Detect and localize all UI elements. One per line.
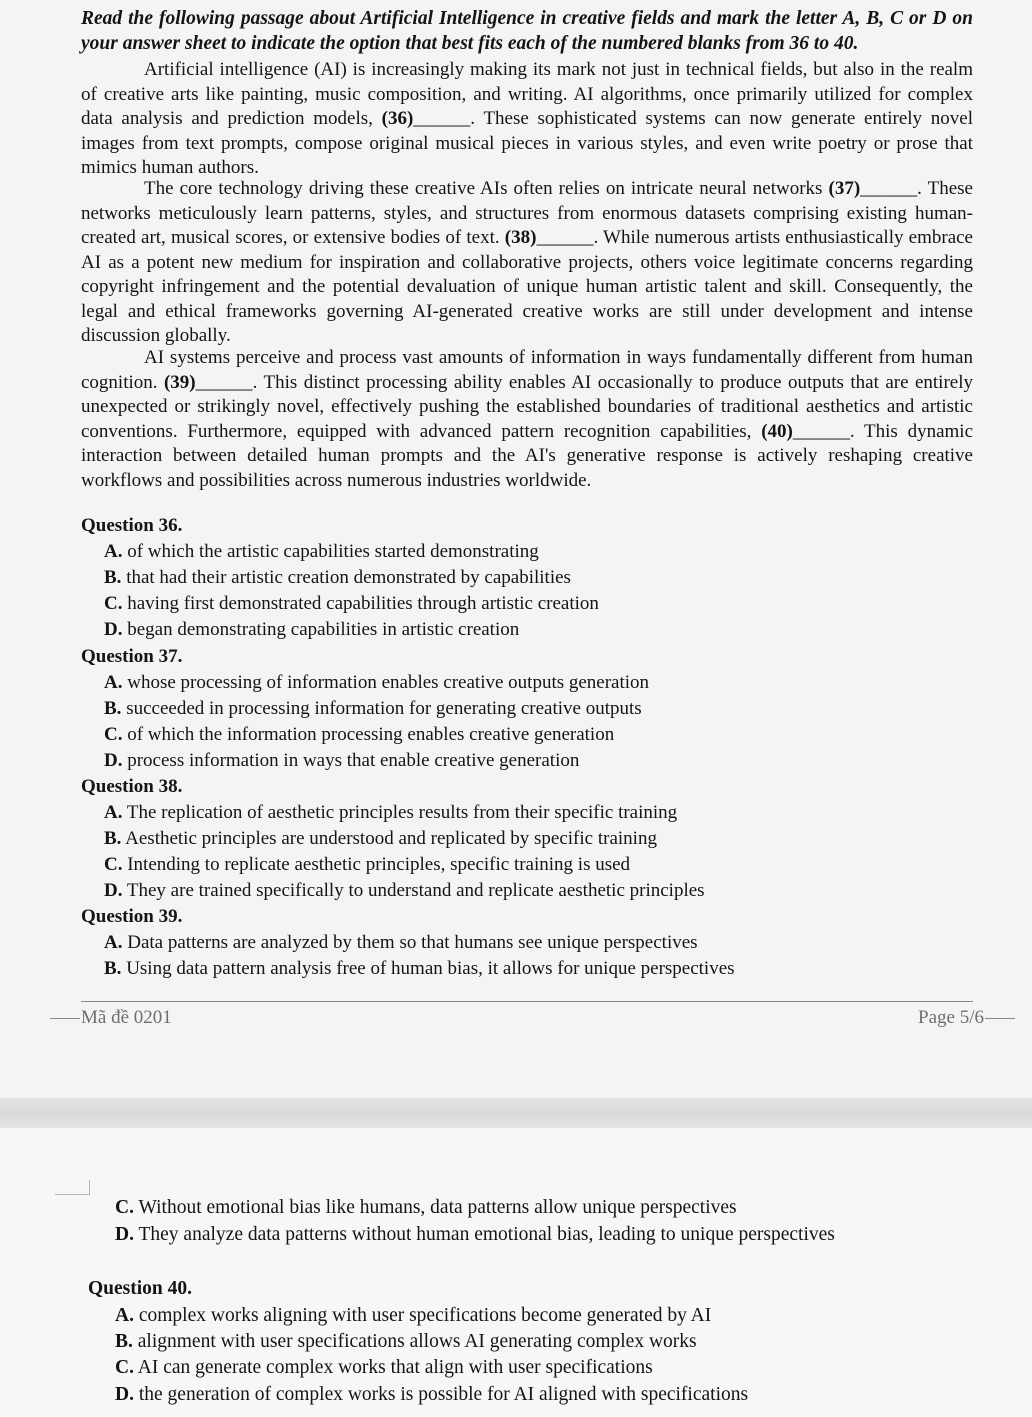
crop-mark [55, 1180, 90, 1195]
blank-36: (36) [381, 108, 414, 129]
question-37-option-a[interactable]: A. whose processing of information enables creative outputs generation [104, 672, 650, 693]
footer-divider [81, 1001, 973, 1002]
exam-page-6 [0, 1128, 1032, 1417]
question-36-option-a[interactable]: A. of which the artistic capabilities started demonstrating [104, 541, 539, 562]
instructions: Read the following passage about Artificial Intelligence in creative fields and mark the letter A, B, C or D on your answer sheet to indicate the option that best fits each of the numbered blanks from 36 to 40. [81, 8, 973, 54]
question-36-option-c[interactable]: C. having first demonstrated capabilities through artistic creation [104, 593, 599, 614]
question-39-option-a[interactable]: A. Data patterns are analyzed by them so that humans see unique perspectives [104, 932, 698, 953]
question-40-option-d[interactable]: D. the generation of complex works is possible for AI aligned with specifications [115, 1384, 749, 1405]
passage-text: ______. This dynamic interaction between detailed human prompts and the AI's generative response is actively reshaping creative workflows and possibilities across numerous industries worldwide. [81, 420, 973, 491]
passage-text: ______. These networks meticulously learn patterns, styles, and structures from enormous datasets comprising existing human-created art, musical scores, or extensive bodies of text. [81, 178, 973, 248]
question-38-option-a[interactable]: A. The replication of aesthetic principles results from their specific training [104, 802, 678, 823]
question-40-option-a[interactable]: A. complex works aligning with user specifications become generated by AI [115, 1305, 712, 1326]
passage-text: ______. These sophisticated systems can now generate entirely novel images from text prompts, compose original musical pieces in various styles, and even write poetry or prose that mimics human authors. [81, 108, 973, 178]
page-separator [0, 1098, 1032, 1128]
question-40-option-c[interactable]: C. AI can generate complex works that align with user specifications [115, 1357, 653, 1378]
question-40-heading: Question 40. [88, 1278, 193, 1299]
question-40-option-b[interactable]: B. alignment with user specifications allows AI generating complex works [115, 1331, 697, 1352]
question-36-option-b[interactable]: B. that had their artistic creation demonstrated by capabilities [104, 567, 571, 588]
passage-paragraph-2 [81, 177, 973, 349]
question-39-heading: Question 39. [81, 906, 183, 927]
passage-text: ______. This distinct processing ability enables AI occasionally to produce outputs that are entirely unexpected or strikingly novel, effectively pushing the established boundaries of traditional aesthetics and artistic conventions. Furthermore, equipped with advanced pattern recognition capabilities, [81, 371, 973, 442]
footer-line-left [50, 1018, 80, 1019]
passage-text: AI systems perceive and process vast amounts of information in ways fundamentally different from human cognition. [81, 347, 973, 393]
blank-40: (40) [761, 420, 793, 442]
question-39-option-c[interactable]: C. Without emotional bias like humans, data patterns allow unique perspectives [115, 1197, 737, 1218]
question-39-option-b[interactable]: B. Using data pattern analysis free of human bias, it allows for unique perspectives [104, 958, 735, 979]
blank-39: (39) [163, 371, 196, 393]
question-36-option-d[interactable]: D. began demonstrating capabilities in artistic creation [104, 619, 520, 640]
question-37-option-d[interactable]: D. process information in ways that enable creative generation [104, 750, 580, 771]
passage-text: ______. While numerous artists enthusiastically embrace AI as a potent new medium for inspiration and collaborative projects, others voice legitimate concerns regarding copyright infringement and the potential devaluation of unique human artistic talent and skill. Consequently, the legal and ethical frameworks governing AI-generated creative works are still under development and intense discussion globally. [81, 227, 973, 346]
passage-paragraph-3 [81, 346, 973, 493]
passage-text: Artificial intelligence (AI) is increasingly making its mark not just in technical fields, but also in the realm of creative arts like painting, music composition, and writing. AI algorithms, once primarily utilized for complex data analysis and prediction models, [81, 59, 973, 129]
question-37-option-b[interactable]: B. succeeded in processing information for generating creative outputs [104, 698, 642, 719]
page-number: Page 5/6 [918, 1007, 984, 1028]
question-36-heading: Question 36. [81, 515, 183, 536]
passage-text: The core technology driving these creative AIs often relies on intricate neural networks [144, 178, 829, 199]
question-37-heading: Question 37. [81, 646, 183, 667]
question-39-option-d[interactable]: D. They analyze data patterns without human emotional bias, leading to unique perspectives [115, 1224, 835, 1245]
blank-37: (37) [828, 178, 861, 199]
question-38-option-c[interactable]: C. Intending to replicate aesthetic principles, specific training is used [104, 854, 631, 875]
question-38-heading: Question 38. [81, 776, 183, 797]
question-37-option-c[interactable]: C. of which the information processing enables creative generation [104, 724, 615, 745]
exam-code: Mã đề 0201 [81, 1007, 172, 1028]
question-38-option-d[interactable]: D. They are trained specifically to understand and replicate aesthetic principles [104, 880, 705, 901]
question-38-option-b[interactable]: B. Aesthetic principles are understood and replicated by specific training [104, 828, 657, 849]
blank-38: (38) [504, 227, 537, 248]
footer-line-right [985, 1018, 1015, 1019]
passage-paragraph-1 [81, 58, 973, 181]
